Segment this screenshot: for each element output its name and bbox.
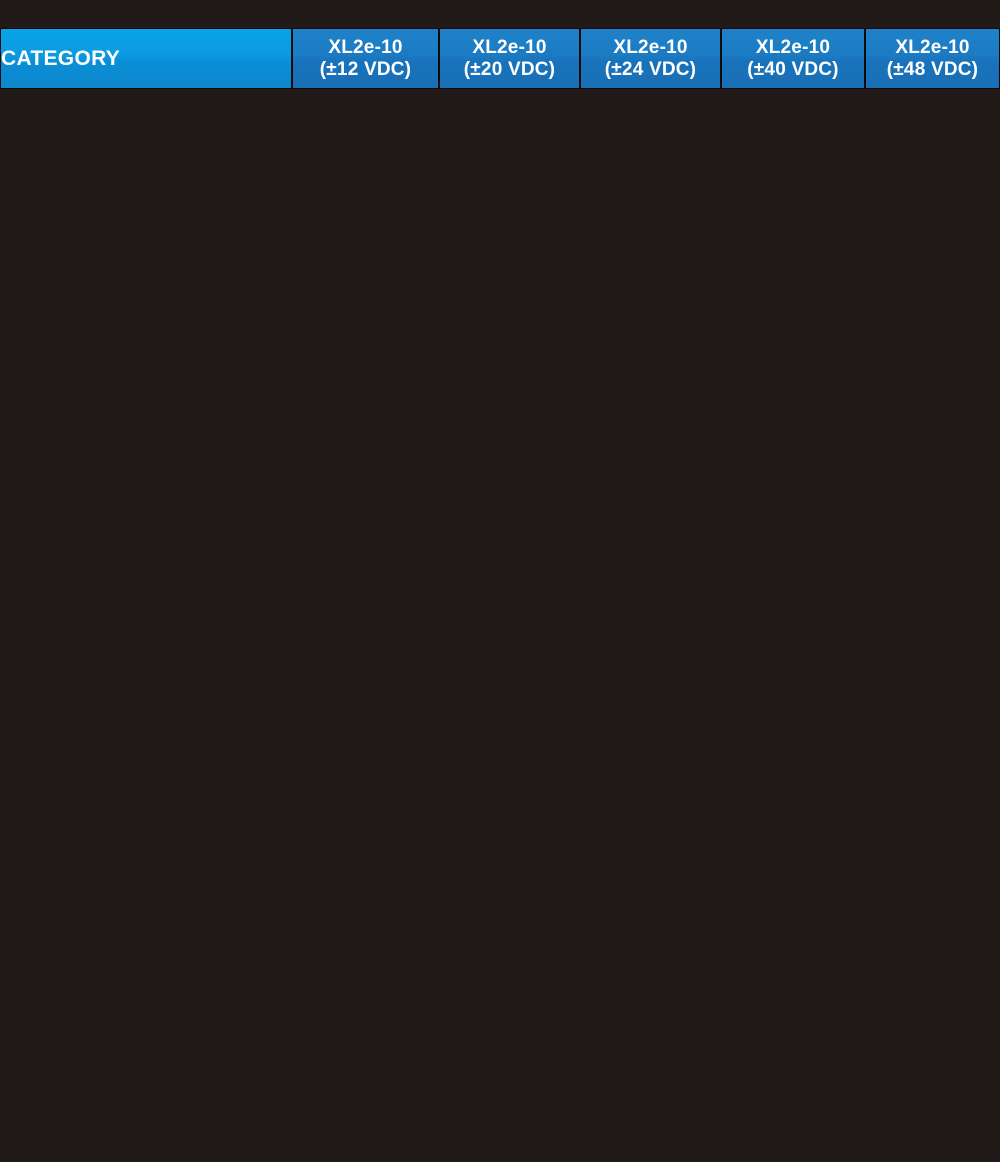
header-model-name-5: XL2e-10 bbox=[895, 37, 970, 59]
table-header bbox=[0, 28, 1000, 89]
table-header-row bbox=[0, 28, 1000, 89]
specifications-table bbox=[0, 28, 1000, 89]
header-model-name-3: XL2e-10 bbox=[613, 37, 688, 59]
header-model-voltage-2: (±20 VDC) bbox=[463, 58, 556, 80]
header-model-voltage-1: (±12 VDC) bbox=[319, 58, 412, 80]
header-model-name-2: XL2e-10 bbox=[472, 37, 547, 59]
header-cell-model-3 bbox=[580, 28, 721, 89]
page-top-margin bbox=[0, 0, 1000, 28]
header-model-name-4: XL2e-10 bbox=[755, 37, 831, 59]
header-cell-model-2 bbox=[439, 28, 580, 89]
header-model-name-1: XL2e-10 bbox=[328, 37, 403, 59]
header-model-voltage-4: (±40 VDC) bbox=[747, 58, 839, 80]
header-cell-model-5 bbox=[865, 28, 1000, 89]
header-cell-model-4 bbox=[721, 28, 865, 89]
header-model-voltage-3: (±24 VDC) bbox=[604, 58, 697, 80]
header-cell-model-1 bbox=[292, 28, 439, 89]
header-model-voltage-5: (±48 VDC) bbox=[886, 58, 979, 80]
header-cell-category: CATEGORY bbox=[0, 28, 292, 89]
table-body-empty-area bbox=[0, 89, 1000, 1162]
